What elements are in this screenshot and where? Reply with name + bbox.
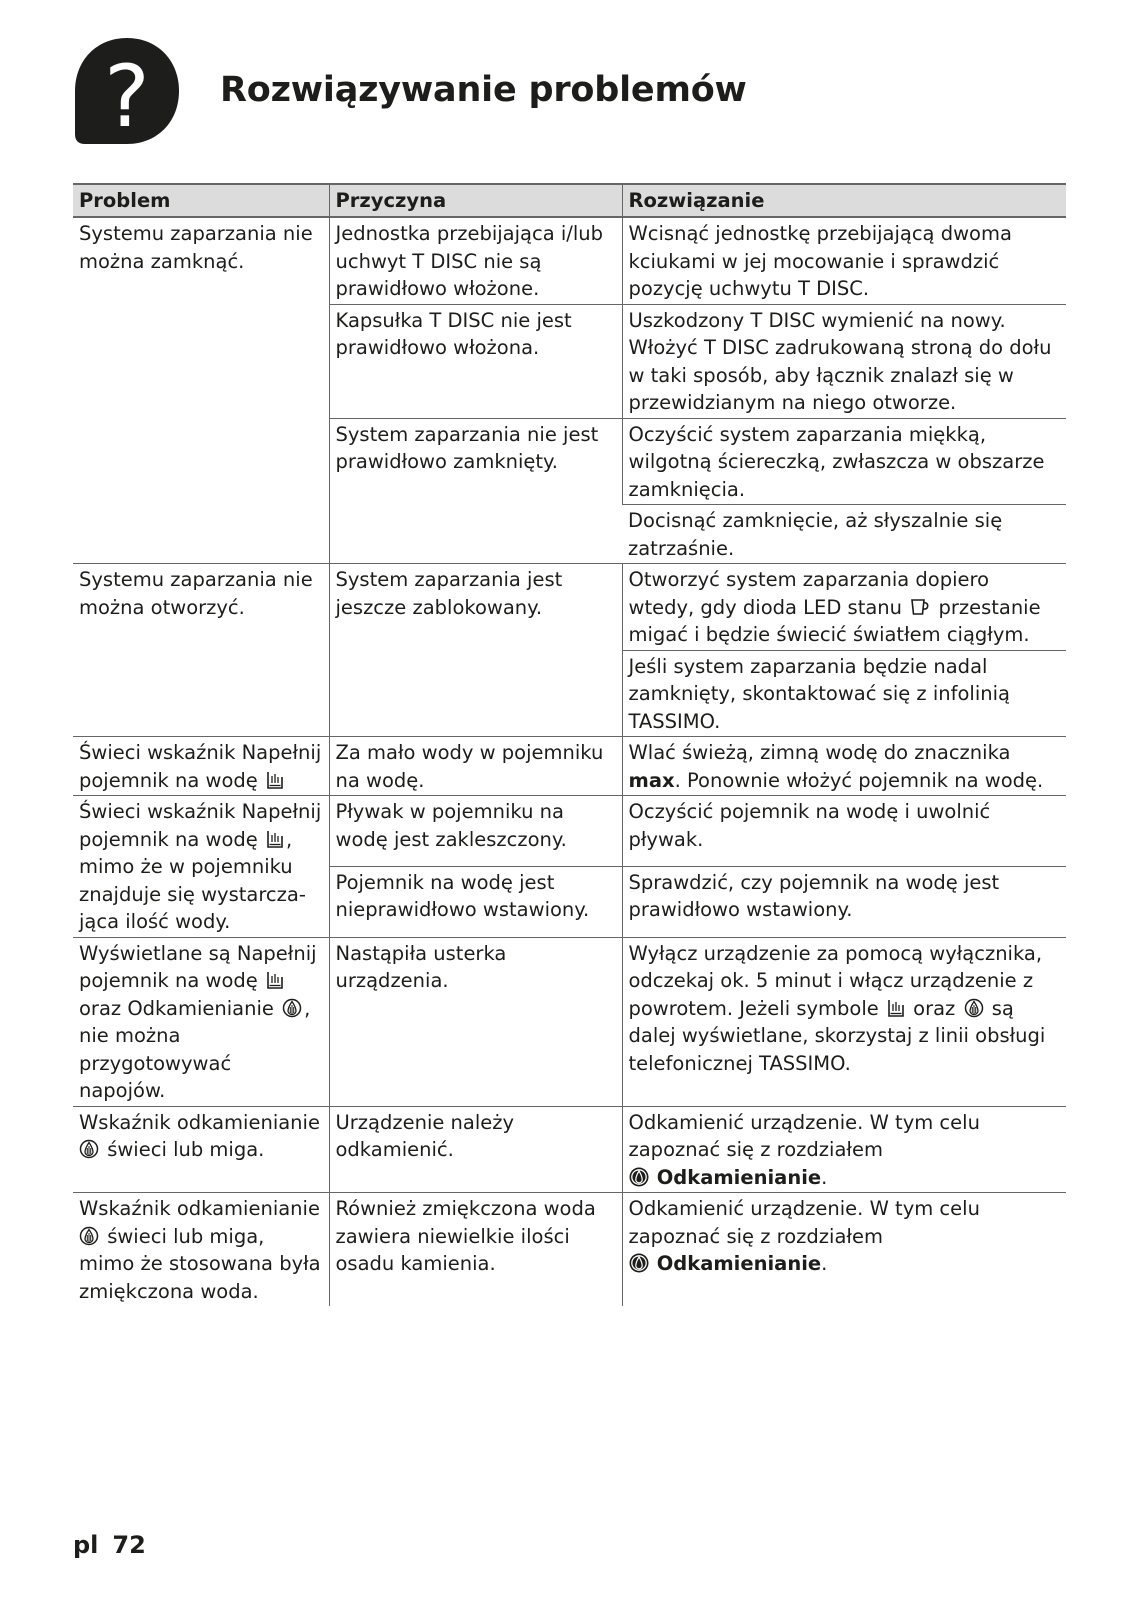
solution-text: Oczyścić system zaparzania miękką, wilgotną ściereczką, zwłaszcza w obszarze zamknięcia. — [628, 422, 1045, 501]
solution-text: Uszkodzony T DISC wymienić na nowy. Włożyć T DISC zadrukowaną stroną do dołu w taki sposób, aby łącznik znalazł się w przewidzianym na niego otworze. — [628, 308, 1052, 414]
descaling-icon — [282, 998, 302, 1018]
column-header-solution: Rozwiązanie — [622, 184, 1066, 217]
solution-text: Oczyścić pojemnik na wodę i uwolnić pływak. — [628, 800, 991, 851]
problem-text: świeci lub miga, mimo że stosowana była zmiękczona woda. — [79, 1224, 321, 1303]
problem-text: Świeci wskaźnik Napełnij pojemnik na wodę — [79, 741, 322, 792]
solution-bold-text: max — [628, 768, 675, 792]
solution-text: Wcisnąć jednostkę przebijającą dwoma kciukami w jej mocowanie i sprawdzić pozycję uchwytu T DISC. — [628, 222, 1012, 300]
problem-text: Świeci wskaźnik Napełnij pojemnik na wodę — [79, 800, 322, 851]
column-header-cause: Przyczyna — [329, 184, 622, 217]
cause-text: Pojemnik na wodę jest nieprawidłowo wstawiony. — [335, 870, 590, 922]
table-row — [73, 1193, 1066, 1307]
table-row — [73, 796, 1066, 867]
solution-cell — [622, 217, 1066, 304]
solution-text: są dalej wyświetlane, skorzystaj z linii obsługi telefonicznej TASSIMO. — [628, 996, 1046, 1075]
cause-cell — [329, 1106, 622, 1193]
cause-text: Urządzenie należy odkamienić. — [335, 1110, 515, 1161]
descaling-icon — [79, 1226, 99, 1246]
solution-cell — [622, 937, 1066, 1106]
cause-cell — [329, 737, 622, 796]
solution-text: . — [821, 1252, 828, 1275]
cause-cell — [329, 937, 622, 1106]
troubleshooting-table — [73, 183, 1066, 1306]
solution-text: przestanie migać i będzie świecić światłem ciągłym. — [628, 595, 1041, 646]
table-row — [73, 937, 1066, 1106]
solution-text: Wlać świeżą, zimną wodę do znacznika — [628, 741, 1011, 764]
table-header-row — [73, 184, 1066, 217]
cause-text: System zaparzania nie jest prawidłowo zamknięty. — [335, 422, 599, 473]
cause-text: Nastąpiła usterka urządzenia. — [335, 941, 507, 992]
water-tank-icon — [266, 829, 284, 849]
problem-cell — [73, 1193, 329, 1307]
problem-text: Wyświetlane są Napełnij pojemnik na wodę — [79, 941, 317, 992]
problem-text: Wskaźnik odkamienianie — [79, 1197, 320, 1220]
problem-text: świeci lub miga. — [107, 1138, 265, 1161]
problem-text: Wskaźnik odkamienianie — [79, 1110, 320, 1134]
solution-text: Otworzyć system zaparzania dopiero wtedy, gdy dioda LED stanu — [628, 568, 990, 619]
problem-cell — [73, 937, 329, 1106]
cause-text: Kapsułka T DISC nie jest prawidłowo włożona. — [335, 308, 572, 359]
solution-text: Odkamienić urządzenie. W tym celu zapoznać się z rozdziałem — [628, 1110, 980, 1161]
solution-text: Jeśli system zaparzania będzie nadal zamknięty, skontaktować się z infolinią TASSIMO. — [628, 654, 1010, 733]
solution-text: Odkamienić urządzenie. W tym celu zapoznać się z rozdziałem — [628, 1197, 980, 1248]
cause-cell — [329, 217, 622, 304]
cause-text: Jednostka przebijająca i/lub uchwyt T DISC nie są prawidłowo włożone. — [335, 222, 603, 300]
solution-cell — [622, 304, 1066, 418]
solution-cell — [622, 1193, 1066, 1307]
water-tank-icon — [266, 770, 284, 790]
table-row — [73, 217, 1066, 304]
problem-cell — [73, 737, 329, 796]
solution-cell — [622, 796, 1066, 867]
problem-cell — [73, 796, 329, 938]
problem-cell — [73, 564, 329, 737]
table-row — [73, 564, 1066, 651]
cause-cell — [329, 796, 622, 867]
water-tank-icon — [887, 998, 905, 1018]
descaling-filled-icon — [629, 1167, 649, 1187]
problem-cell — [73, 217, 329, 564]
solution-cell — [622, 418, 1066, 505]
cause-cell — [329, 564, 622, 737]
solution-text: Wyłącz urządzenie za pomocą wyłącznika, odczekaj ok. 5 minut i włącz urządzenie z powrotem. Jeżeli symbole — [628, 941, 1043, 1020]
water-tank-icon — [266, 970, 284, 990]
cause-cell — [329, 1193, 622, 1307]
solution-cell — [622, 650, 1066, 737]
descaling-filled-icon — [629, 1253, 649, 1273]
solution-cell — [622, 1106, 1066, 1193]
solution-text: . — [821, 1165, 828, 1189]
solution-cell — [622, 737, 1066, 796]
solution-cell — [622, 564, 1066, 651]
column-header-problem: Problem — [73, 184, 329, 217]
descaling-icon — [964, 998, 984, 1018]
cause-cell — [329, 418, 622, 564]
solution-text: oraz — [913, 996, 956, 1020]
problem-cell — [73, 1106, 329, 1193]
cause-text: Pływak w pojemniku na wodę jest zakleszczony. — [335, 800, 567, 851]
cup-led-icon — [910, 597, 930, 617]
problem-text: , mimo że w pojemniku znajduje się wystarcza-jąca ilość wody. — [79, 827, 306, 933]
chapter-reference: Odkamienianie — [656, 1165, 822, 1189]
solution-text: Docisnąć zamknięcie, aż słyszalnie się zatrzaśnie. — [628, 509, 1003, 560]
language-code: pl — [73, 1531, 99, 1559]
solution-text: . Ponownie włożyć pojemnik na wodę. — [674, 768, 1044, 792]
descaling-icon — [79, 1139, 99, 1159]
cause-text: Również zmiękczona woda zawiera niewielkie ilości osadu kamienia. — [335, 1197, 596, 1275]
problem-text: oraz Odkamienianie — [79, 996, 274, 1020]
table-row — [73, 1106, 1066, 1193]
solution-cell — [622, 505, 1066, 564]
cause-text: Za mało wody w pojemniku na wodę. — [335, 741, 604, 792]
table-row — [73, 737, 1066, 796]
question-mark-icon — [73, 36, 181, 146]
solution-cell — [622, 866, 1066, 937]
page-number: 72 — [112, 1531, 146, 1559]
cause-cell — [329, 304, 622, 418]
problem-text: , nie można przygotowywać napojów. — [79, 996, 311, 1102]
solution-text: Sprawdzić, czy pojemnik na wodę jest prawidłowo wstawiony. — [628, 870, 1000, 922]
page-title: Rozwiązywanie problemów — [220, 70, 747, 110]
problem-text: Systemu zaparzania nie można zamknąć. — [79, 222, 313, 273]
svg-text:?: ? — [104, 47, 150, 146]
chapter-reference: Odkamienianie — [656, 1252, 822, 1275]
problem-text: Systemu zaparzania nie można otworzyć. — [79, 568, 313, 619]
cause-text: System zaparzania jest jeszcze zablokowany. — [335, 568, 563, 619]
cause-cell — [329, 866, 622, 937]
page-footer — [73, 1531, 146, 1559]
